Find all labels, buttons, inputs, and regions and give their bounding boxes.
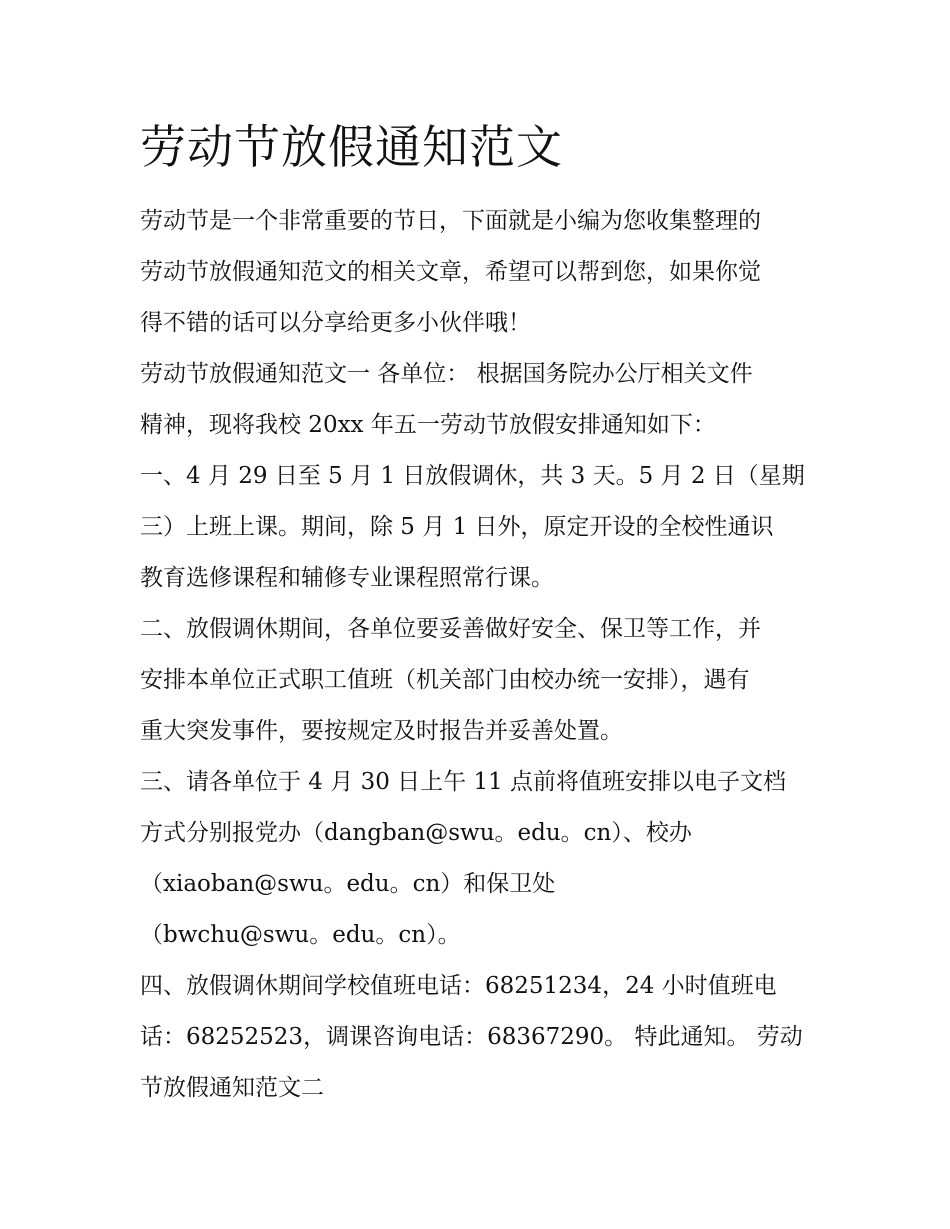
body-line: 一、4 月 29 日至 5 月 1 日放假调休，共 3 天。5 月 2 日（星期 [140,463,805,489]
body-line: 劳动节放假通知范文一 各单位： 根据国务院办公厅相关文件 [140,361,753,387]
body-line: 劳动节放假通知范文的相关文章，希望可以帮到您，如果你觉 [140,259,761,285]
body-line: 四、放假调休期间学校值班电话：68251234，24 小时值班电 [140,973,777,999]
body-line: 安排本单位正式职工值班（机关部门由校办统一安排），遇有 [140,667,750,693]
body-line: 方式分别报党办（dangban@swu。edu。cn）、校办 [140,820,692,846]
body-line: 教育选修课程和辅修专业课程照常行课。 [140,565,554,591]
body-line: 话：68252523，调课咨询电话：68367290。 特此通知。 劳动 [140,1024,803,1050]
body-line: 节放假通知范文二 [140,1075,324,1101]
document-title: 劳动节放假通知范文 [140,120,563,174]
body-line: 三）上班上课。期间，除 5 月 1 日外，原定开设的全校性通识 [140,514,774,540]
body-line: 重大突发事件，要按规定及时报告并妥善处置。 [140,718,623,744]
document-body [140,196,820,1114]
body-line: （xiaoban@swu。edu。cn）和保卫处 [140,871,556,897]
body-line: 劳动节是一个非常重要的节日，下面就是小编为您收集整理的 [140,208,761,234]
body-line: 二、放假调休期间，各单位要妥善做好安全、保卫等工作，并 [140,616,761,642]
body-line: 精神，现将我校 20xx 年五一劳动节放假安排通知如下： [140,412,716,438]
body-line: 三、请各单位于 4 月 30 日上午 11 点前将值班安排以电子文档 [140,769,787,795]
body-line: （bwchu@swu。edu。cn）。 [140,922,461,948]
body-line: 得不错的话可以分享给更多小伙伴哦！ [140,310,531,336]
